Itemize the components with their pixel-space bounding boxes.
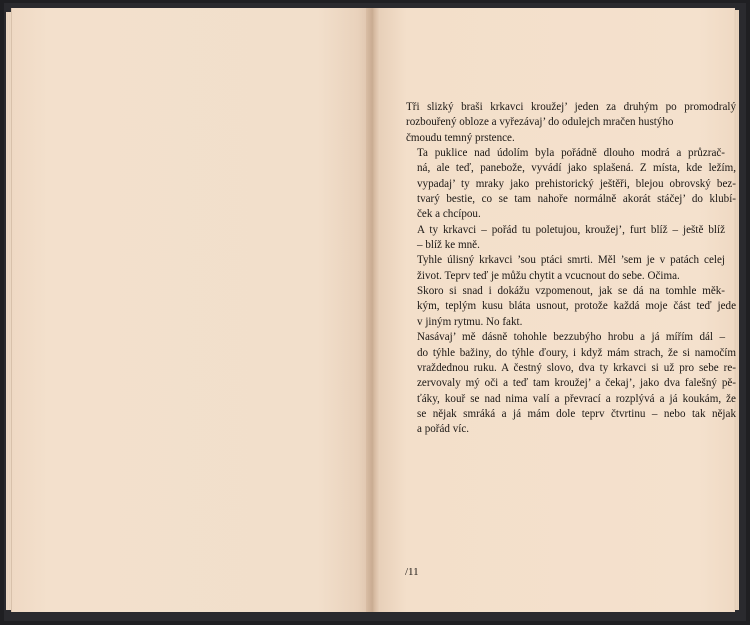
text-line: ná, ale teď, panebože, vyvádí jako splašená. Z místa, kde ležím, bbox=[417, 162, 736, 175]
page-text bbox=[406, 100, 736, 438]
text-line: Nasávaj’ mě dásně tohohle bezzubýho hrobu a já mířím dál – bbox=[417, 331, 725, 344]
text-line: A ty krkavci – pořád tu poletujou, kroužej’, furt blíž – ještě blíž bbox=[417, 223, 725, 236]
paragraph bbox=[406, 223, 736, 254]
text-line: život. Teprv teď je můžu chytit a vcucnout do sebe. Očima. bbox=[417, 269, 680, 282]
text-line: rozbouřený obloze a vyřezávaj’ do odulejch mračen hustýho bbox=[406, 116, 674, 129]
text-line: do týhle bažiny, do týhle ďoury, i když mám strach, že si namočím bbox=[417, 346, 736, 359]
text-line: se nějak smráká a já mám dole teprv čtvrtinu – nebo tak nějak bbox=[417, 407, 736, 420]
text-line: Tyhle úlisný krkavci ’sou ptáci smrti. Měl ’sem je v patách celej bbox=[417, 254, 725, 267]
paragraph bbox=[406, 253, 736, 284]
paragraph bbox=[406, 100, 736, 146]
text-line: zervovaly mý oči a teď tam kroužej’ a čekaj’, jako dva falešný pě- bbox=[417, 377, 736, 390]
paragraph bbox=[406, 146, 736, 223]
left-page bbox=[11, 8, 372, 612]
text-line: vypadaj’ ty mraky jako prehistorický ještěři, blejou obrovský bez- bbox=[417, 177, 736, 190]
paragraph bbox=[406, 284, 736, 330]
text-line: ček a chcípou. bbox=[417, 208, 481, 221]
text-line: Ta puklice nad údolím byla pořádně dlouho modrá a průzrač- bbox=[417, 147, 725, 160]
book-gutter bbox=[366, 8, 380, 612]
text-line: kým, teplým kusu bláta usnout, protože každá moje část teď jede bbox=[417, 300, 736, 313]
paragraph bbox=[406, 330, 736, 437]
page-number: /11 bbox=[405, 566, 419, 578]
text-line: a pořád víc. bbox=[417, 423, 470, 436]
text-line: čmoudu temný prstence. bbox=[406, 131, 515, 144]
text-line: Skoro si snad i dokážu vzpomenout, jak se dá na tomhle měk- bbox=[417, 285, 725, 298]
text-line: ťáky, kouř se nad nima valí a převrací a rozplývá a já koukám, že bbox=[417, 392, 736, 405]
text-line: tvarý bestie, co se tam nahoře normálně akorát stáčej’ do klubí- bbox=[417, 193, 736, 206]
text-line: – blíž ke mně. bbox=[417, 239, 480, 252]
text-line: Tři slizký braši krkavci kroužej’ jeden za druhým po promodralý bbox=[406, 101, 736, 113]
text-line: vraždednou ruku. A čestný slovo, dva ty krkavci si už pro sebe re- bbox=[417, 361, 736, 374]
text-line: v jiným rytmu. No fakt. bbox=[417, 315, 523, 328]
